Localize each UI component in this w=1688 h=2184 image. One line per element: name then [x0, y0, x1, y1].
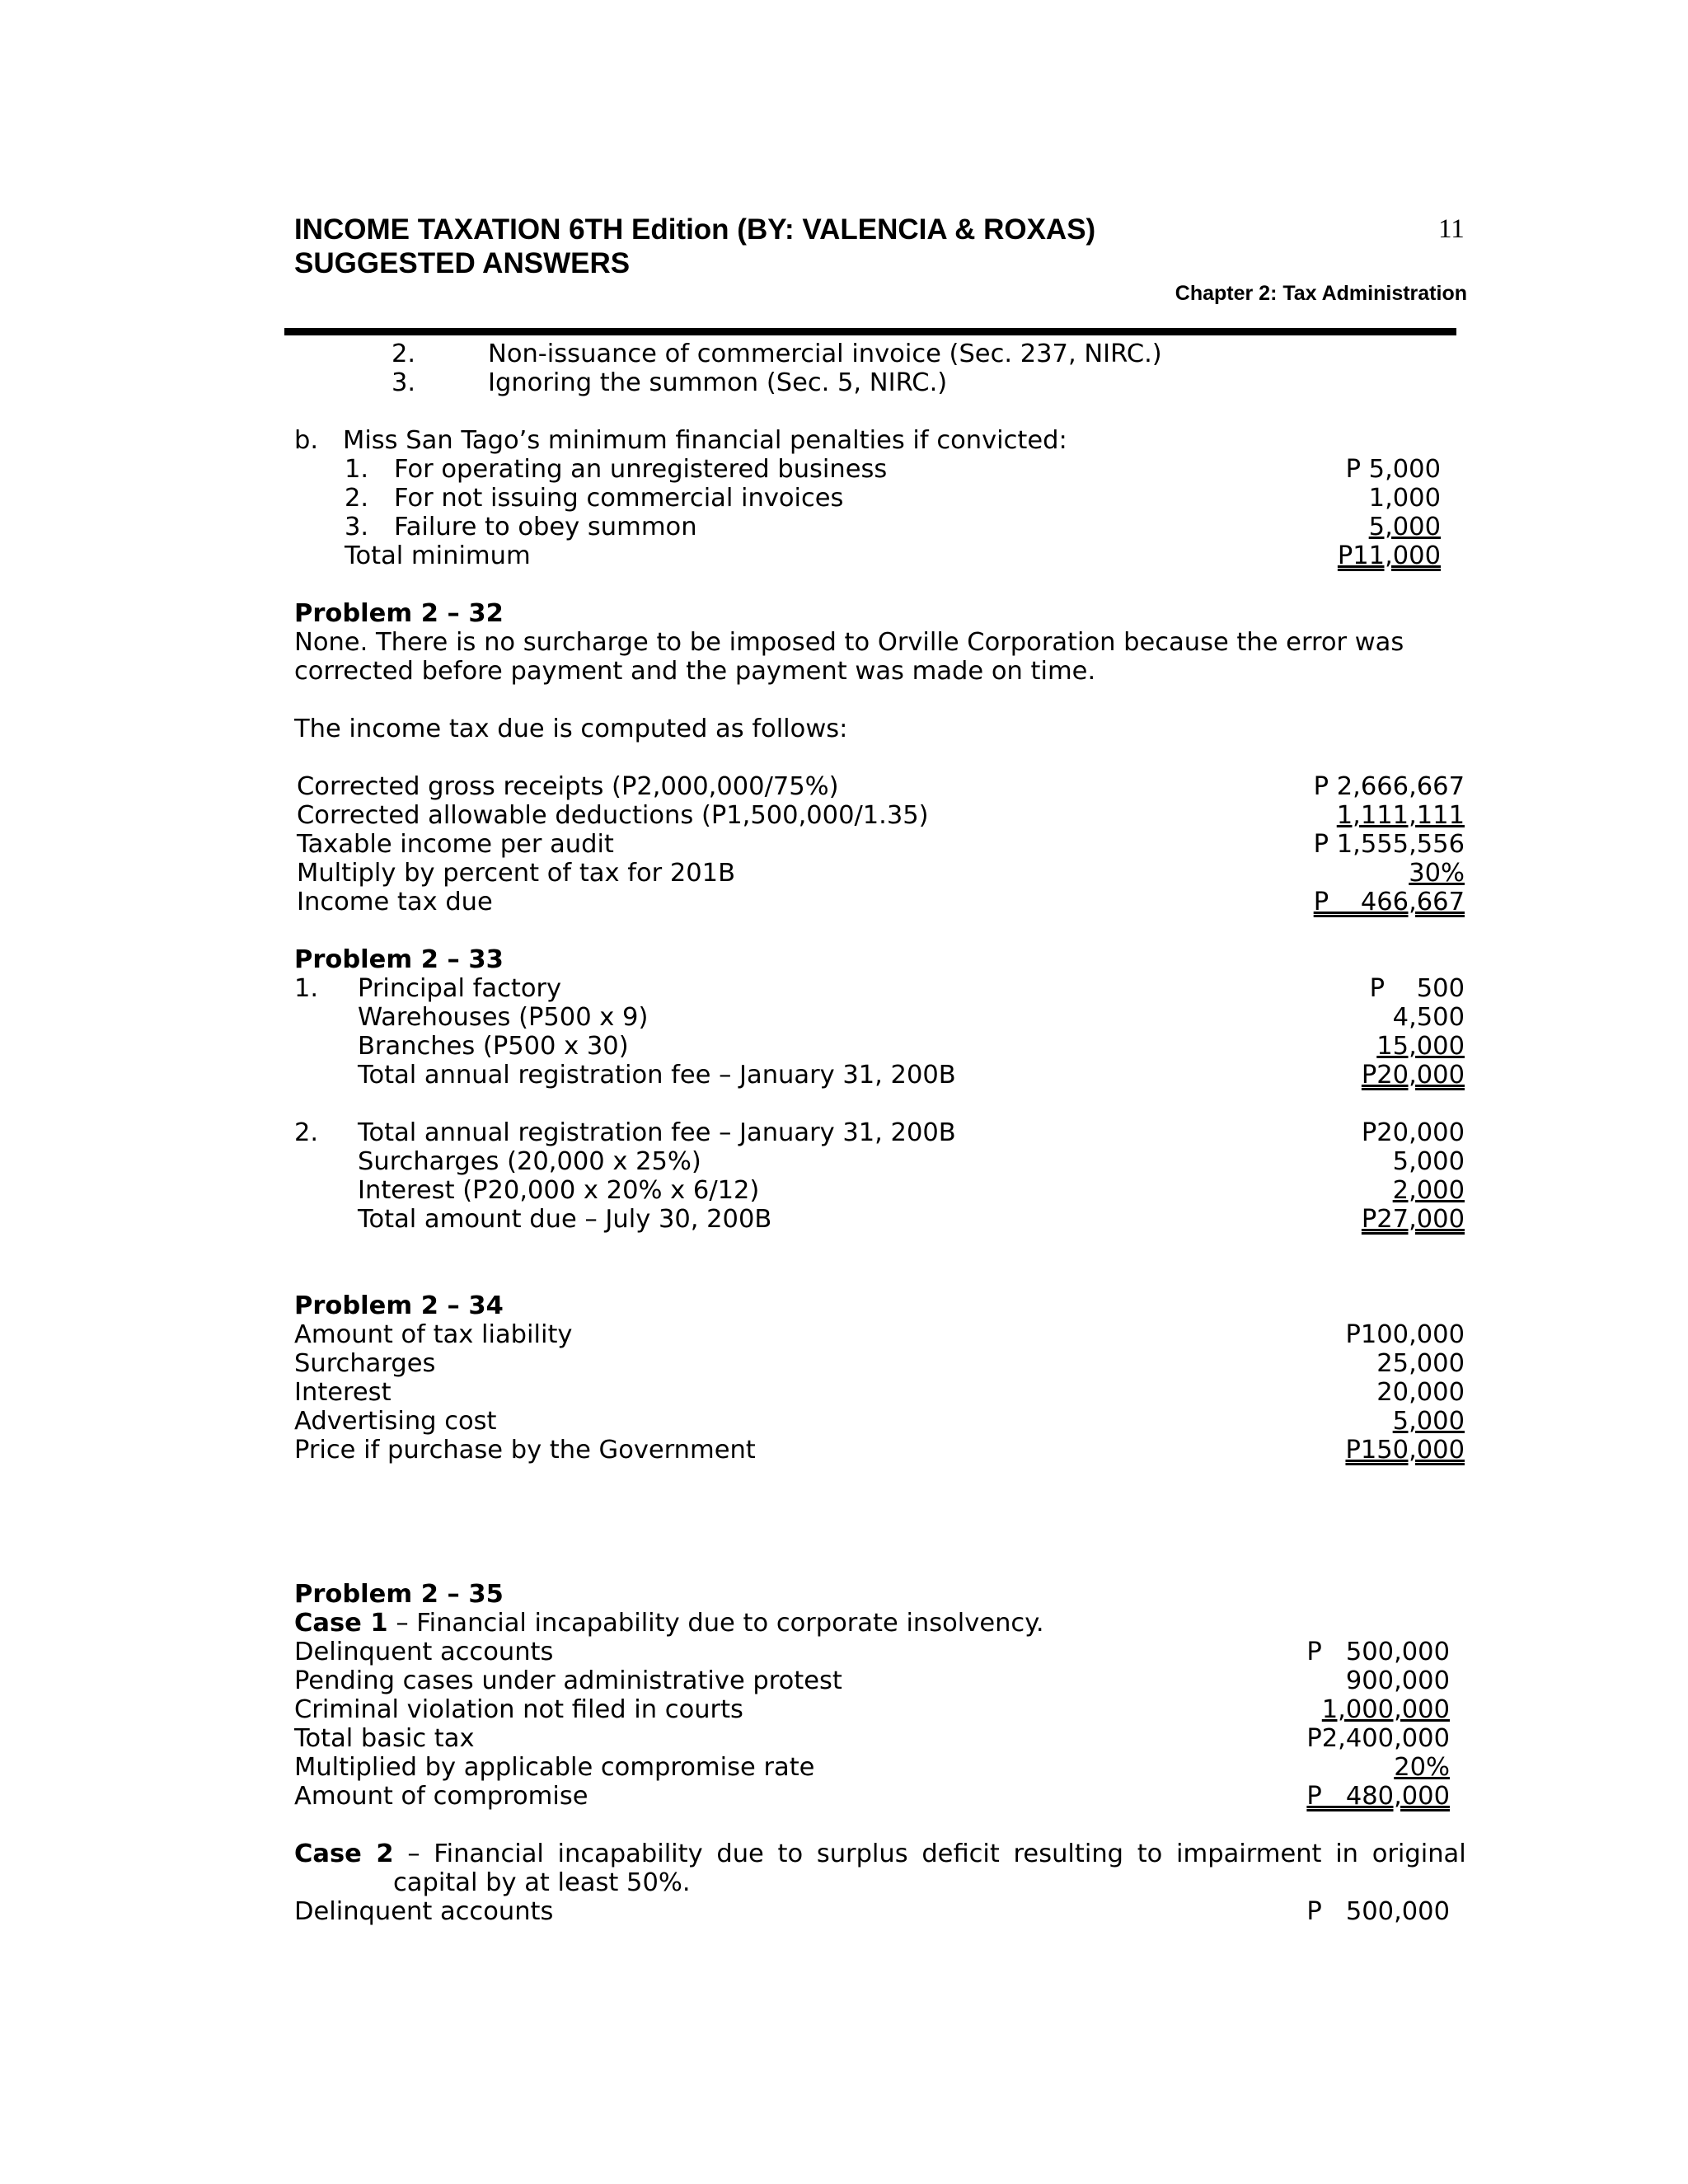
- computation-row: [294, 1118, 1465, 1147]
- computation-amount: 30%: [1409, 859, 1465, 888]
- computation-label: Criminal violation not filed in courts: [294, 1695, 743, 1724]
- part-b-letter: b.: [294, 426, 319, 455]
- computation-amount: P20,000: [1361, 1118, 1465, 1147]
- case-heading: [294, 1840, 1465, 1868]
- computation-label: Delinquent accounts: [294, 1638, 554, 1666]
- computation-row: [294, 1176, 1465, 1205]
- computation-row: [294, 1147, 1465, 1176]
- list-item: [294, 340, 1465, 368]
- penalty-amount: 1,000: [1368, 484, 1441, 513]
- paragraph-line: None. There is no surcharge to be imposed to Orville Corporation because the error was: [294, 628, 1404, 657]
- penalty-row: [294, 455, 1465, 484]
- computation-label: Surcharges: [294, 1349, 436, 1378]
- computation-row: [294, 1897, 1465, 1926]
- page-number: 11: [1438, 214, 1465, 244]
- part-number: 2.: [294, 1118, 319, 1147]
- computation-amount: 5,000: [1392, 1407, 1465, 1436]
- computation-amount: P 1,555,556: [1313, 830, 1465, 859]
- case-description-continued: capital by at least 50%.: [393, 1868, 691, 1897]
- computation-label: Price if purchase by the Government: [294, 1436, 756, 1465]
- penalty-label: Failure to obey summon: [394, 513, 697, 541]
- penalty-row: [294, 513, 1465, 541]
- part-number: 1.: [294, 974, 319, 1003]
- computation-label: Principal factory: [358, 974, 562, 1003]
- computation-row: [294, 1061, 1465, 1090]
- computation-amount: P 2,666,667: [1313, 772, 1465, 801]
- case-description: – Financial incapability due to surplus deficit resulting to impairment in original: [393, 1840, 1466, 1868]
- list-item: [294, 368, 1465, 397]
- computation-row: [294, 859, 1465, 888]
- part-b-intro: [294, 426, 1465, 455]
- computation-label: Total annual registration fee – January 31, 200B: [358, 1118, 956, 1147]
- computation-label: Multiply by percent of tax for 201B: [297, 859, 736, 888]
- computation-amount: P2,400,000: [1306, 1724, 1450, 1753]
- computation-label: Interest: [294, 1378, 392, 1407]
- computation-amount: 1,000,000: [1321, 1695, 1450, 1724]
- penalty-number: 1.: [345, 455, 369, 484]
- computation-row: [294, 1666, 1465, 1695]
- header-title-line2: SUGGESTED ANSWERS: [294, 247, 631, 279]
- computation-label: Total basic tax: [294, 1724, 475, 1753]
- computation-label: Warehouses (P500 x 9): [358, 1003, 649, 1032]
- computation-row: [294, 888, 1465, 916]
- computation-amount: P 480,000: [1306, 1782, 1450, 1811]
- computation-amount: 1,111,111: [1336, 801, 1465, 830]
- computation-label: Branches (P500 x 30): [358, 1032, 629, 1061]
- penalty-amount: P 5,000: [1345, 455, 1441, 484]
- penalty-row: [294, 484, 1465, 513]
- computation-amount: P 500,000: [1306, 1638, 1450, 1666]
- computation-amount: P 500,000: [1306, 1897, 1450, 1926]
- computation-row: [294, 830, 1465, 859]
- computation-row: [294, 1378, 1465, 1407]
- page-content: [294, 340, 1465, 1926]
- computation-amount: P20,000: [1361, 1061, 1465, 1090]
- computation-amount: P100,000: [1345, 1320, 1465, 1349]
- header-title-line1: INCOME TAXATION 6TH Edition (BY: VALENCIA & ROXAS): [294, 213, 1096, 246]
- computation-amount: P 500: [1369, 974, 1465, 1003]
- computation-row: [294, 1724, 1465, 1753]
- header-rule: [284, 328, 1456, 335]
- case-heading: [294, 1609, 1465, 1638]
- problem-title: Problem 2 – 33: [294, 945, 504, 974]
- penalty-total-amount: P11,000: [1337, 541, 1441, 570]
- computation-row: [294, 1349, 1465, 1378]
- computation-label: Corrected allowable deductions (P1,500,000/1.35): [297, 801, 929, 830]
- computation-row: [294, 1003, 1465, 1032]
- computation-row: [294, 801, 1465, 830]
- computation-label: Income tax due: [297, 888, 493, 916]
- penalty-number: 3.: [345, 513, 369, 541]
- case-description: – Financial incapability due to corporate insolvency.: [387, 1609, 1044, 1638]
- computation-amount: P150,000: [1345, 1436, 1465, 1465]
- list-item-number: 3.: [392, 368, 416, 397]
- computation-label: Multiplied by applicable compromise rate: [294, 1753, 815, 1782]
- problem-title: Problem 2 – 35: [294, 1580, 504, 1609]
- penalty-label: For operating an unregistered business: [394, 455, 888, 484]
- computation-row: [294, 1753, 1465, 1782]
- computation-row: [294, 974, 1465, 1003]
- case-label: Case 1: [294, 1609, 388, 1638]
- computation-label: Total annual registration fee – January 31, 200B: [358, 1061, 956, 1090]
- computation-amount: 5,000: [1392, 1147, 1465, 1176]
- computation-label: Total amount due – July 30, 200B: [358, 1205, 772, 1234]
- computation-amount: 25,000: [1376, 1349, 1465, 1378]
- computation-label: Advertising cost: [294, 1407, 497, 1436]
- computation-row: [294, 1638, 1465, 1666]
- computation-label: Amount of tax liability: [294, 1320, 573, 1349]
- computation-label: Taxable income per audit: [297, 830, 614, 859]
- computation-amount: 15,000: [1376, 1032, 1465, 1061]
- list-item-text: Non-issuance of commercial invoice (Sec. 237, NIRC.): [488, 340, 1162, 368]
- computation-label: Surcharges (20,000 x 25%): [358, 1147, 701, 1176]
- computation-row: [294, 1407, 1465, 1436]
- computation-row: [294, 1320, 1465, 1349]
- penalty-total-row: [294, 541, 1465, 570]
- chapter-label: Chapter 2: Tax Administration: [1175, 282, 1467, 305]
- penalty-total-label: Total minimum: [345, 541, 531, 570]
- computation-amount: 2,000: [1392, 1176, 1465, 1205]
- list-item-number: 2.: [392, 340, 416, 368]
- computation-row: [294, 1695, 1465, 1724]
- computation-row: [294, 1205, 1465, 1234]
- computation-label: Corrected gross receipts (P2,000,000/75%): [297, 772, 839, 801]
- computation-row: [294, 1782, 1465, 1811]
- computation-amount: 20%: [1394, 1753, 1450, 1782]
- penalty-label: For not issuing commercial invoices: [394, 484, 844, 513]
- computation-row: [294, 1436, 1465, 1465]
- computation-label: Pending cases under administrative protest: [294, 1666, 842, 1695]
- list-item-text: Ignoring the summon (Sec. 5, NIRC.): [488, 368, 948, 397]
- penalty-amount: 5,000: [1368, 513, 1441, 541]
- case-label: Case 2: [294, 1840, 394, 1868]
- computation-amount: P 466,667: [1313, 888, 1465, 916]
- computation-label: Interest (P20,000 x 20% x 6/12): [358, 1176, 760, 1205]
- computation-amount: 20,000: [1376, 1378, 1465, 1407]
- problem-title: Problem 2 – 32: [294, 599, 504, 628]
- paragraph-line: corrected before payment and the payment was made on time.: [294, 657, 1096, 686]
- part-b-intro-text: Miss San Tago’s minimum financial penalties if convicted:: [343, 426, 1067, 455]
- computation-row: [294, 772, 1465, 801]
- computation-label: Amount of compromise: [294, 1782, 588, 1811]
- computation-amount: P27,000: [1361, 1205, 1465, 1234]
- computation-row: [294, 1032, 1465, 1061]
- problem-title: Problem 2 – 34: [294, 1291, 504, 1320]
- computation-amount: 4,500: [1392, 1003, 1465, 1032]
- computation-label: Delinquent accounts: [294, 1897, 554, 1926]
- paragraph-line: The income tax due is computed as follows:: [294, 715, 848, 743]
- page-header-title: [294, 213, 1095, 280]
- computation-amount: 900,000: [1345, 1666, 1450, 1695]
- penalty-number: 2.: [345, 484, 369, 513]
